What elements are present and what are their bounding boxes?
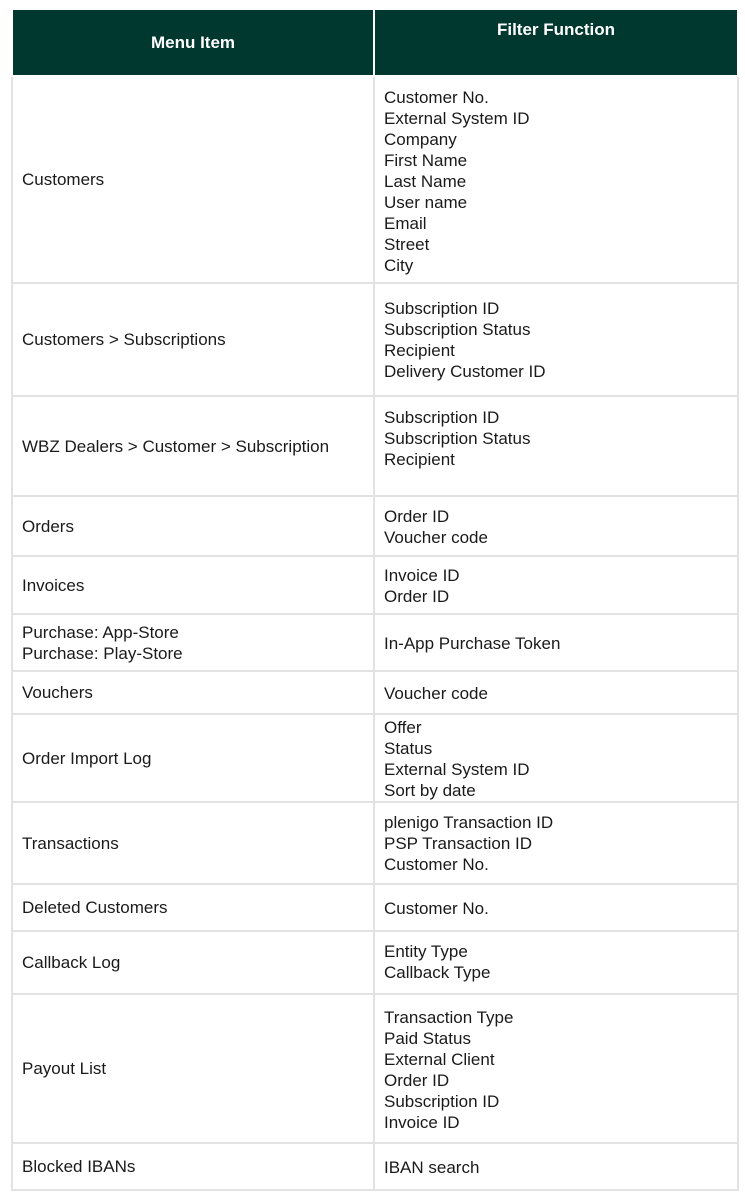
table-body bbox=[12, 76, 738, 1190]
filter-function-item: Callback Type bbox=[384, 963, 491, 982]
menu-filter-table bbox=[11, 8, 739, 1191]
table-row bbox=[12, 884, 738, 931]
filter-function-item: Delivery Customer ID bbox=[384, 362, 546, 381]
menu-item-label: Orders bbox=[22, 516, 74, 536]
menu-item-cell bbox=[12, 802, 374, 884]
filter-function-cell bbox=[374, 931, 738, 994]
table-row bbox=[12, 614, 738, 671]
menu-item-label: Invoices bbox=[22, 575, 85, 595]
menu-item-label: Deleted Customers bbox=[22, 898, 168, 917]
table-row bbox=[12, 1143, 738, 1190]
menu-item-cell bbox=[12, 884, 374, 931]
filter-function-item: Company bbox=[384, 130, 457, 149]
table-row bbox=[12, 556, 738, 614]
filter-function-cell bbox=[374, 283, 738, 396]
menu-item-cell bbox=[12, 714, 374, 802]
filter-function-item: In-App Purchase Token bbox=[384, 634, 561, 653]
filter-function-item: Street bbox=[384, 235, 430, 254]
filter-function-item: Last Name bbox=[384, 172, 467, 191]
filter-function-item: Subscription ID bbox=[384, 408, 500, 427]
filter-function-item: Entity Type bbox=[384, 942, 468, 961]
filter-function-item: Customer No. bbox=[384, 899, 489, 918]
filter-function-item: Subscription Status bbox=[384, 429, 531, 448]
filter-function-item: Voucher code bbox=[384, 528, 488, 547]
filter-function-item: Order ID bbox=[384, 1071, 450, 1090]
menu-item-label: Customers bbox=[22, 170, 105, 189]
filter-function-item: Invoice ID bbox=[384, 566, 460, 585]
filter-function-cell bbox=[374, 556, 738, 614]
filter-function-item: Voucher code bbox=[384, 684, 488, 703]
filter-function-item: External System ID bbox=[384, 760, 530, 779]
filter-function-cell bbox=[374, 614, 738, 671]
filter-function-item: Email bbox=[384, 214, 427, 233]
filter-function-item: External Client bbox=[384, 1050, 495, 1069]
filter-function-item: Subscription ID bbox=[384, 299, 500, 318]
filter-function-cell bbox=[374, 396, 738, 496]
filter-function-cell bbox=[374, 76, 738, 283]
filter-function-item: Offer bbox=[384, 718, 422, 737]
menu-item-label: Purchase: Play-Store bbox=[22, 643, 183, 663]
filter-function-item: Subscription Status bbox=[384, 320, 531, 339]
menu-item-label: Blocked IBANs bbox=[22, 1157, 136, 1176]
header-filter-function: Filter Function bbox=[374, 9, 738, 76]
filter-function-item: Customer No. bbox=[384, 88, 489, 107]
menu-item-cell bbox=[12, 614, 374, 671]
menu-item-cell bbox=[12, 994, 374, 1143]
filter-function-item: IBAN search bbox=[384, 1158, 480, 1177]
filter-function-item: Customer No. bbox=[384, 855, 489, 874]
menu-item-label: WBZ Dealers > Customer > Subscription bbox=[22, 436, 330, 456]
menu-item-cell bbox=[12, 671, 374, 714]
menu-item-label: Callback Log bbox=[22, 953, 121, 972]
filter-function-item: plenigo Transaction ID bbox=[384, 813, 554, 832]
filter-function-item: PSP Transaction ID bbox=[384, 834, 533, 853]
menu-item-cell bbox=[12, 76, 374, 283]
filter-function-item: Subscription ID bbox=[384, 1092, 500, 1111]
filter-function-cell bbox=[374, 496, 738, 556]
table-row bbox=[12, 671, 738, 714]
filter-function-item: Paid Status bbox=[384, 1029, 471, 1048]
menu-item-label: Payout List bbox=[22, 1059, 107, 1078]
filter-function-item: Order ID bbox=[384, 507, 450, 526]
filter-function-cell bbox=[374, 884, 738, 931]
menu-item-cell bbox=[12, 931, 374, 994]
table-row bbox=[12, 802, 738, 884]
filter-function-cell bbox=[374, 994, 738, 1143]
menu-item-label: Vouchers bbox=[22, 683, 93, 702]
filter-function-cell bbox=[374, 714, 738, 802]
menu-item-cell bbox=[12, 1143, 374, 1190]
filter-function-item: Invoice ID bbox=[384, 1113, 460, 1132]
menu-item-cell bbox=[12, 396, 374, 496]
filter-function-cell bbox=[374, 1143, 738, 1190]
filter-function-item: City bbox=[384, 256, 414, 275]
menu-item-cell bbox=[12, 283, 374, 396]
table-row bbox=[12, 931, 738, 994]
table-header-row bbox=[12, 9, 738, 76]
filter-function-cell bbox=[374, 671, 738, 714]
filter-function-item: First Name bbox=[384, 151, 468, 170]
menu-item-label: Transactions bbox=[22, 833, 119, 853]
filter-function-item: Status bbox=[384, 739, 433, 758]
table-row bbox=[12, 994, 738, 1143]
table-row bbox=[12, 283, 738, 396]
menu-item-label: Order Import Log bbox=[22, 748, 152, 768]
menu-item-label: Customers > Subscriptions bbox=[22, 330, 226, 349]
table-row bbox=[12, 396, 738, 496]
table-row bbox=[12, 496, 738, 556]
filter-function-item: Recipient bbox=[384, 341, 455, 360]
filter-function-item: Sort by date bbox=[384, 781, 476, 800]
menu-item-cell bbox=[12, 496, 374, 556]
filter-function-item: Transaction Type bbox=[384, 1008, 514, 1027]
header-menu-item: Menu Item bbox=[12, 9, 374, 76]
filter-function-cell bbox=[374, 802, 738, 884]
filter-function-item: Order ID bbox=[384, 587, 450, 606]
menu-item-cell bbox=[12, 556, 374, 614]
menu-item-label: Purchase: App-Store bbox=[22, 622, 179, 642]
filter-function-item: External System ID bbox=[384, 109, 530, 128]
table-row bbox=[12, 714, 738, 802]
filter-function-item: Recipient bbox=[384, 450, 455, 469]
filter-function-item: User name bbox=[384, 193, 468, 212]
table-row bbox=[12, 76, 738, 283]
